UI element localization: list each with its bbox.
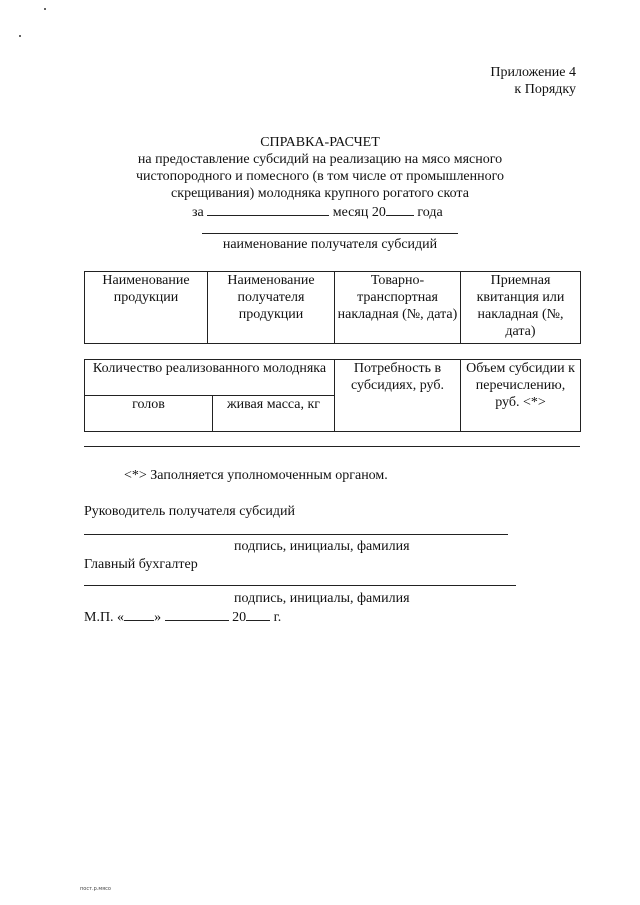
subtitle-line-1: на предоставление субсидий на реализацию на мясо мясного [137, 152, 503, 167]
period-blank [207, 203, 329, 216]
stamp-prefix: М.П. « [84, 610, 125, 625]
column-receipt: Приемная квитанция или накладная (№, дата) [461, 272, 581, 344]
year-blank [246, 608, 270, 621]
accountant-signature-caption: подпись, инициалы, фамилия [234, 591, 410, 606]
column-waybill: Товарно-транспортная накладная (№, дата) [335, 272, 461, 344]
subtitle-line-2: чистопородного и помесного (в том числе от промышленного [135, 169, 505, 184]
column-subsidy-volume: Объем субсидии к перечислению, руб. <*> [461, 360, 581, 432]
stamp-mid: » [154, 610, 162, 625]
column-subsidy-need: Потребность в субсидиях, руб. [335, 360, 461, 432]
accountant-signature-line [84, 585, 516, 586]
stamp-year: 20 [232, 610, 247, 625]
day-blank [124, 608, 154, 621]
annex-line-2: к Порядку [514, 82, 576, 97]
period-year: года [417, 205, 443, 220]
accountant-signature-label: Главный бухгалтер [84, 557, 198, 572]
products-table [84, 271, 581, 344]
table-divider-line [84, 446, 580, 447]
subtitle-line-3: скрещивания) молодняка крупного рогатого скота [171, 186, 469, 201]
head-signature-label: Руководитель получателя субсидий [84, 504, 296, 519]
column-recipient-name: Наименование получателя продукции [208, 272, 335, 344]
recipient-name-line [202, 233, 458, 234]
period-month: месяц 20 [332, 205, 386, 220]
file-tag: пост.р.мясо [80, 886, 111, 892]
month-blank [165, 608, 229, 621]
footnote: <*> Заполняется уполномоченным органом. [124, 468, 388, 483]
document-title: СПРАВКА-РАСЧЕТ [260, 135, 380, 150]
stamp-suffix: г. [273, 610, 282, 625]
column-sold-young-stock: Количество реализованного молодняка [85, 360, 335, 396]
head-signature-caption: подпись, инициалы, фамилия [234, 539, 410, 554]
stamp-date-line [84, 608, 281, 626]
column-product-name: Наименование продукции [85, 272, 208, 344]
head-signature-line [84, 534, 508, 535]
annex-reference [490, 64, 576, 98]
period-prefix: за [192, 205, 204, 220]
subsidy-table [84, 359, 581, 432]
scan-speck [19, 35, 21, 37]
year-blank [386, 203, 414, 216]
column-live-weight: живая масса, кг [213, 396, 335, 432]
period-line [192, 203, 443, 221]
column-heads: голов [85, 396, 213, 432]
scan-speck [44, 8, 46, 10]
annex-line-1: Приложение 4 [490, 65, 576, 80]
recipient-caption: наименование получателя субсидий [222, 237, 438, 252]
